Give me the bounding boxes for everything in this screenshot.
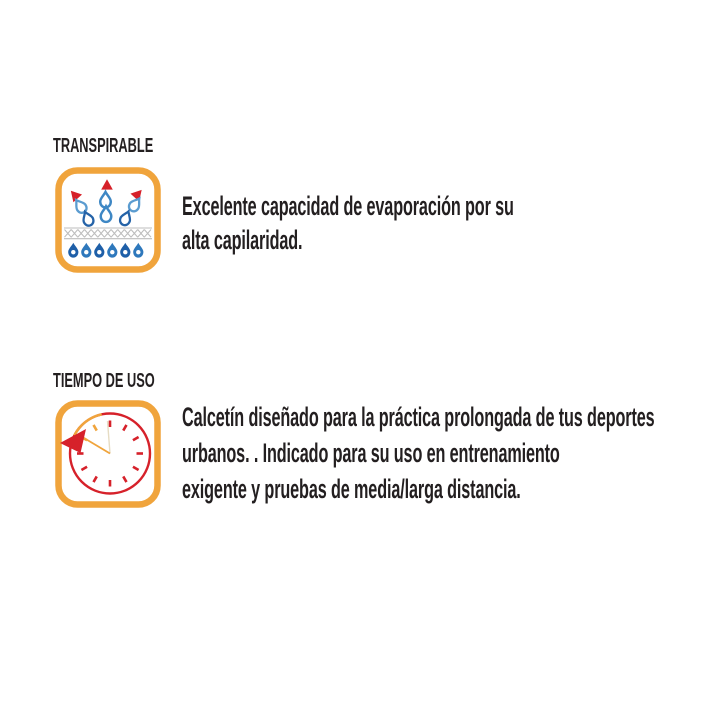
description-line: Excelente capacidad de evaporación por su (182, 191, 514, 221)
description-line: urbanos. . Indicado para su uso en entrenamiento (182, 438, 560, 468)
section-heading-transpirable: TRANSPIRABLE (53, 135, 154, 157)
section-description-tiempo-de-uso (182, 399, 719, 507)
clock-icon (55, 400, 161, 508)
description-line: exigente y pruebas de media/larga distancia. (182, 474, 521, 504)
description-line: alta capilaridad. (182, 225, 303, 255)
evaporation-icon (55, 167, 161, 273)
section-description-transpirable (182, 189, 719, 257)
section-heading-tiempo-de-uso: TIEMPO DE USO (53, 370, 155, 392)
description-line: Calcetín diseñado para la práctica prolongada de tus deportes (182, 402, 655, 432)
